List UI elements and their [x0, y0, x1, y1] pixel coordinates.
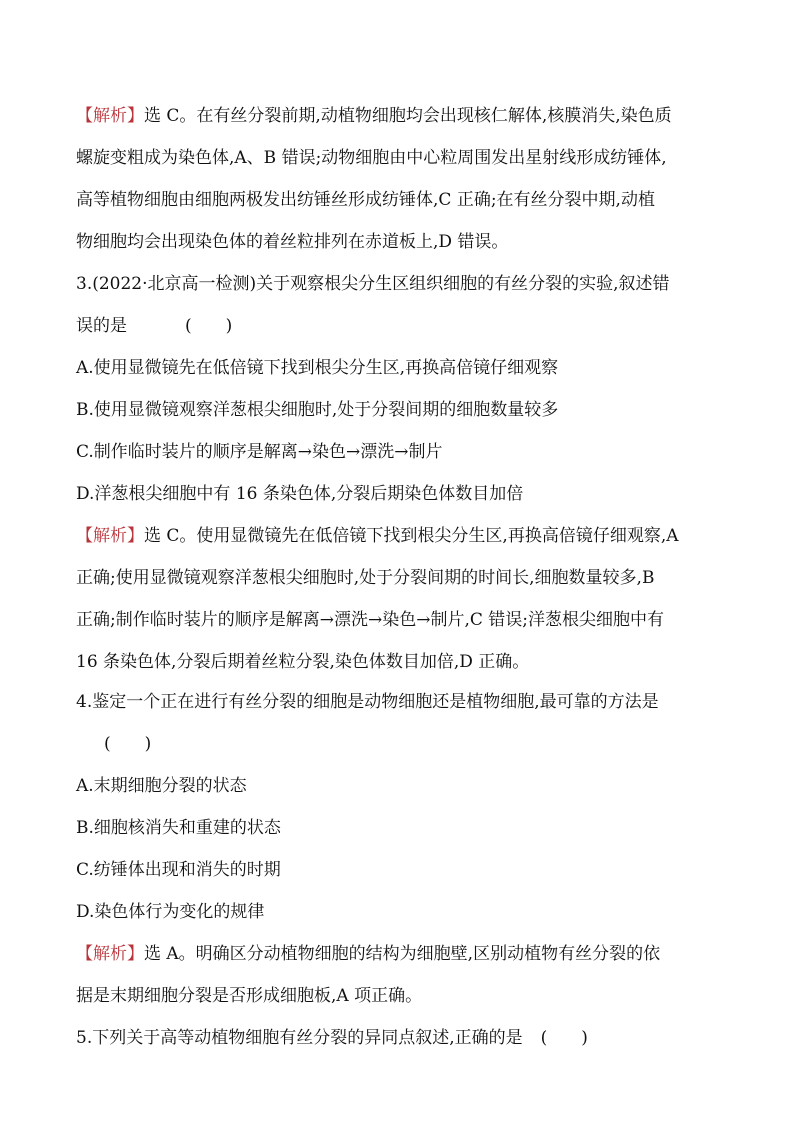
analysis-q3-line-3: 正确;制作临时装片的顺序是解离→漂洗→染色→制片,C 错误;洋葱根尖细胞中有 [76, 610, 665, 630]
question-3-stem-line-2: 误的是 ( ) [76, 316, 233, 336]
analysis-q3-line-2: 正确;使用显微镜观察洋葱根尖细胞时,处于分裂间期的时间长,细胞数量较多,B [76, 568, 655, 588]
answer-paren: ( ) [104, 734, 152, 754]
analysis-q2-line-4: 物细胞均会出现染色体的着丝粒排列在赤道板上,D 错误。 [76, 232, 509, 252]
question-4-stem-line-1: 4.鉴定一个正在进行有丝分裂的细胞是动物细胞还是植物细胞,最可靠的方法是 [76, 692, 659, 712]
analysis-q2-line-3: 高等植物细胞由细胞两极发出纺锤丝形成纺锤体,C 正确;在有丝分裂中期,动植 [76, 190, 655, 210]
question-5-stem-line-1: 5.下列关于高等动植物细胞有丝分裂的异同点叙述,正确的是 ( ) [76, 1028, 588, 1048]
analysis-q4-line-2: 据是末期细胞分裂是否形成细胞板,A 项正确。 [76, 986, 423, 1006]
question-3-option-a: A.使用显微镜先在低倍镜下找到根尖分生区,再换高倍镜仔细观察 [76, 358, 559, 378]
analysis-q3-line-4: 16 条染色体,分裂后期着丝粒分裂,染色体数目加倍,D 正确。 [76, 652, 530, 672]
analysis-tag: 【解析】 [76, 526, 144, 546]
question-3-option-b: B.使用显微镜观察洋葱根尖细胞时,处于分裂间期的细胞数量较多 [76, 400, 559, 420]
question-3-stem-line-1: 3.(2022·北京高一检测)关于观察根尖分生区组织细胞的有丝分裂的实验,叙述错 [76, 274, 670, 294]
question-3-option-c: C.制作临时装片的顺序是解离→染色→漂洗→制片 [76, 442, 443, 462]
analysis-tag: 【解析】 [76, 944, 144, 964]
analysis-q2-line-1: 【解析】选 C。在有丝分裂前期,动植物细胞均会出现核仁解体,核膜消失,染色质 [76, 106, 672, 126]
question-4-option-a: A.末期细胞分裂的状态 [76, 776, 247, 796]
answer-paren: ( ) [185, 316, 233, 336]
analysis-q4-line-1: 【解析】选 A。明确区分动植物细胞的结构为细胞壁,区别动植物有丝分裂的依 [76, 944, 661, 964]
question-4-option-c: C.纺锤体出现和消失的时期 [76, 860, 281, 880]
answer-paren: ( ) [540, 1028, 588, 1048]
analysis-tag: 【解析】 [76, 106, 144, 126]
analysis-q2-line-2: 螺旋变粗成为染色体,A、B 错误;动物细胞由中心粒周围发出星射线形成纺锤体, [76, 148, 667, 168]
question-4-option-b: B.细胞核消失和重建的状态 [76, 818, 281, 838]
analysis-q3-line-1: 【解析】选 C。使用显微镜先在低倍镜下找到根尖分生区,再换高倍镜仔细观察,A [76, 526, 679, 546]
question-3-option-d: D.洋葱根尖细胞中有 16 条染色体,分裂后期染色体数目加倍 [76, 484, 524, 504]
question-4-option-d: D.染色体行为变化的规律 [76, 902, 265, 922]
